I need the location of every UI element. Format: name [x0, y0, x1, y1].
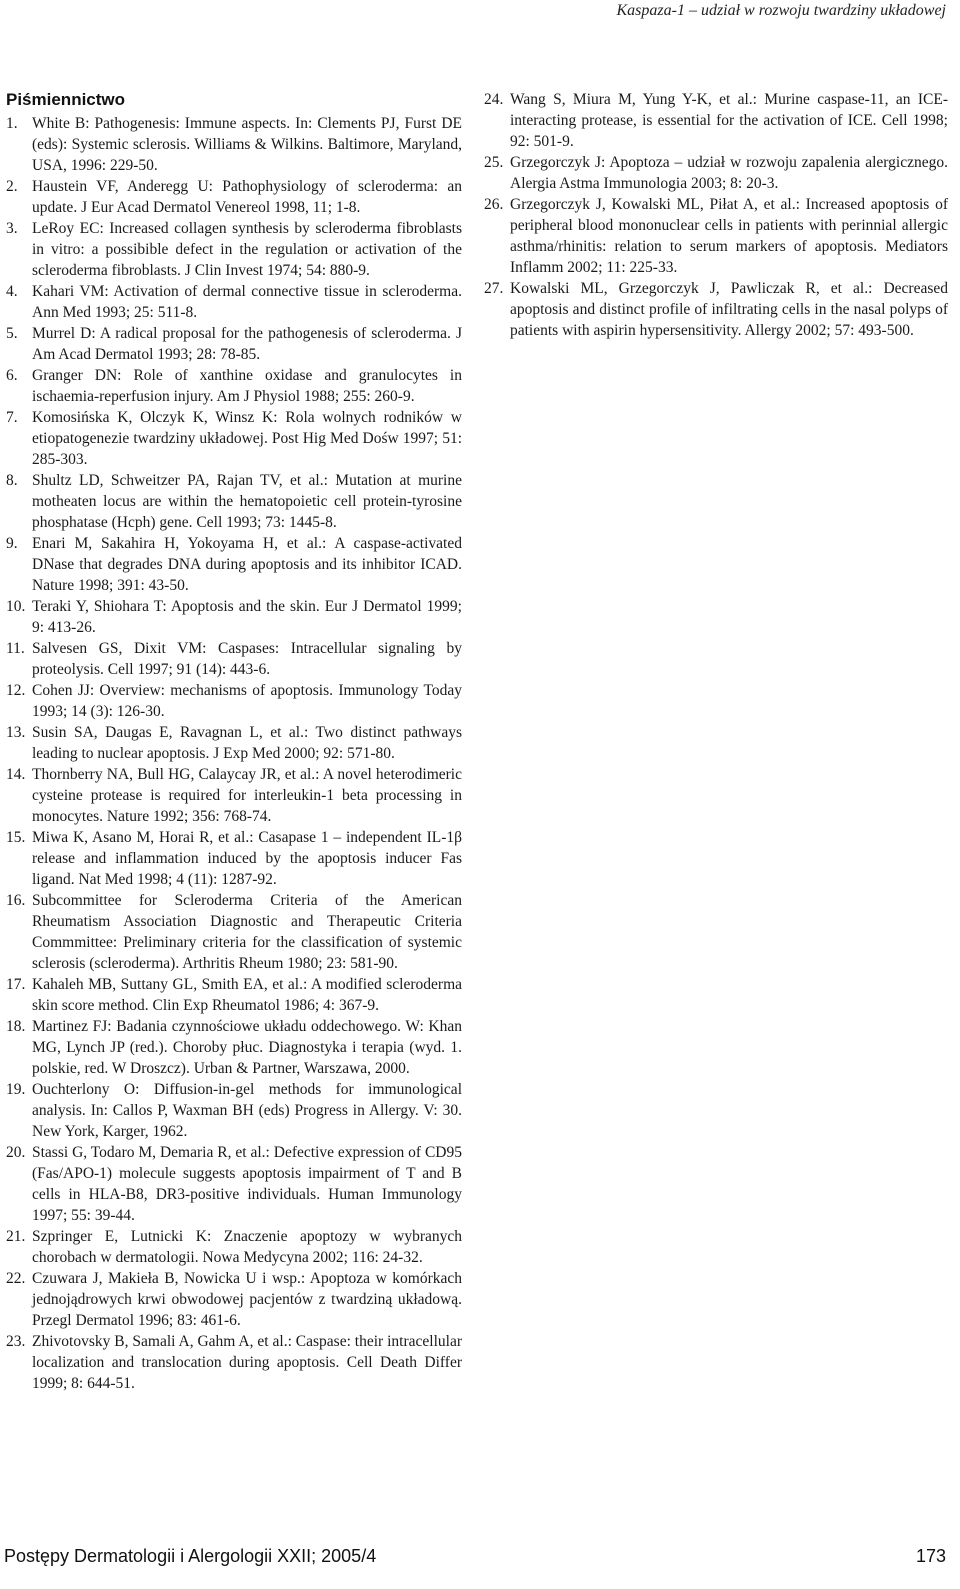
reference-text: Teraki Y, Shiohara T: Apoptosis and the skin. Eur J Dermatol 1999; 9: 413-26. [32, 598, 462, 636]
reference-item [6, 113, 462, 176]
reference-text: Grzegorczyk J, Kowalski ML, Piłat A, et al.: Increased apoptosis of peripheral blood mononuclear cells in patients with perinnial allergic asthma/rhinitis: relation to serum markers of apoptosis. Mediators Inflamm 2002; 11: 225-33. [510, 196, 948, 276]
footer-journal-title: Postępy Dermatologii i Alergologii XXII; 2005/4 [4, 1546, 377, 1566]
reference-text: Thornberry NA, Bull HG, Calaycay JR, et al.: A novel heterodimeric cysteine protease is required for interleukin-1 beta processing in monocytes. Nature 1992; 356: 768-74. [32, 766, 462, 825]
reference-text: Cohen JJ: Overview: mechanisms of apoptosis. Immunology Today 1993; 14 (3): 126-30. [32, 682, 462, 720]
references-column-left [6, 113, 462, 1394]
reference-text: Kowalski ML, Grzegorczyk J, Pawliczak R, et al.: Decreased apoptosis and distinct profile of infiltrating cells in the nasal polyps of patients with aspirin hypersensitivity. Allergy 2002; 57: 493-500. [510, 280, 948, 339]
reference-item [6, 638, 462, 680]
reference-text: Szpringer E, Lutnicki K: Znaczenie apoptozy w wybranych chorobach w dermatologii. Nowa Medycyna 2002; 116: 24-32. [32, 1228, 462, 1266]
reference-text: Komosińska K, Olczyk K, Winsz K: Rola wolnych rodników w etiopatogenezie twardziny układowej. Post Hig Med Dośw 1997; 51: 285-303. [32, 409, 462, 468]
reference-number: 3. [6, 220, 18, 237]
reference-text: Enari M, Sakahira H, Yokoyama H, et al.: A caspase-activated DNase that degrades DNA during apoptosis and its inhibitor ICAD. Nature 1998; 391: 43-50. [32, 535, 462, 594]
reference-number: 13. [6, 724, 26, 741]
reference-item [484, 194, 948, 278]
reference-text: Susin SA, Daugas E, Ravagnan L, et al.: Two distinct pathways leading to nuclear apoptosis. J Exp Med 2000; 92: 571-80. [32, 724, 462, 762]
reference-number: 23. [6, 1333, 26, 1350]
reference-item [6, 281, 462, 323]
reference-number: 6. [6, 367, 18, 384]
reference-number: 18. [6, 1018, 26, 1035]
reference-number: 12. [6, 682, 26, 699]
reference-number: 4. [6, 283, 18, 300]
reference-list-left [6, 113, 462, 1394]
reference-item [6, 176, 462, 218]
reference-number: 21. [6, 1228, 26, 1245]
reference-item [484, 89, 948, 152]
reference-number: 15. [6, 829, 26, 846]
reference-item [6, 533, 462, 596]
reference-text: Grzegorczyk J: Apoptoza – udział w rozwoju zapalenia alergicznego. Alergia Astma Immunologia 2003; 8: 20-3. [510, 154, 948, 192]
reference-text: Murrel D: A radical proposal for the pathogenesis of scleroderma. J Am Acad Dermatol 1993; 28: 78-85. [32, 325, 462, 363]
reference-number: 8. [6, 472, 18, 489]
reference-text: Salvesen GS, Dixit VM: Caspases: Intracellular signaling by proteolysis. Cell 1997; 91 (14): 443-6. [32, 640, 462, 678]
reference-text: Czuwara J, Makieła B, Nowicka U i wsp.: Apoptoza w komórkach jednojądrowych krwi obwodowej pacjentów z twardziną układową. Przegl Dermatol 1996; 83: 461-6. [32, 1270, 462, 1329]
reference-item [6, 218, 462, 281]
reference-number: 14. [6, 766, 26, 783]
reference-number: 5. [6, 325, 18, 342]
reference-item [6, 1268, 462, 1331]
reference-number: 2. [6, 178, 18, 195]
reference-item [6, 764, 462, 827]
reference-text: Shultz LD, Schweitzer PA, Rajan TV, et al.: Mutation at murine motheaten locus are within the hematopoietic cell protein-tyrosine phosphatase (Hcph) gene. Cell 1993; 73: 1445-8. [32, 472, 462, 531]
reference-item [6, 974, 462, 1016]
reference-number: 27. [484, 280, 504, 297]
references-column-right [484, 89, 948, 341]
reference-text: Kahari VM: Activation of dermal connective tissue in scleroderma. Ann Med 1993; 25: 511-8. [32, 283, 462, 321]
reference-list-right [484, 89, 948, 341]
reference-number: 26. [484, 196, 504, 213]
reference-text: Wang S, Miura M, Yung Y-K, et al.: Murine caspase-11, an ICE-interacting protease, is essential for the activation of ICE. Cell 1998; 92: 501-9. [510, 91, 948, 150]
reference-number: 24. [484, 91, 504, 108]
reference-text: LeRoy EC: Increased collagen synthesis by scleroderma fibroblasts in vitro: a possibible defect in the regulation or activation of the scleroderma fibroblasts. J Clin Invest 1974; 54: 880-9. [32, 220, 462, 279]
section-title: Piśmiennictwo [6, 90, 126, 109]
reference-text: Haustein VF, Anderegg U: Pathophysiology of scleroderma: an update. J Eur Acad Dermatol Venereol 1998, 11; 1-8. [32, 178, 462, 216]
reference-number: 19. [6, 1081, 26, 1098]
reference-number: 11. [6, 640, 25, 657]
reference-item [6, 827, 462, 890]
reference-item [6, 890, 462, 974]
reference-number: 17. [6, 976, 26, 993]
running-head: Kaspaza-1 – udział w rozwoju twardziny układowej [616, 2, 946, 19]
reference-number: 16. [6, 892, 26, 909]
reference-text: Miwa K, Asano M, Horai R, et al.: Casapase 1 – independent IL-1β release and inflammation induced by the apoptosis inducer Fas ligand. Nat Med 1998; 4 (11): 1287-92. [32, 829, 462, 888]
reference-text: Zhivotovsky B, Samali A, Gahm A, et al.: Caspase: their intracellular localization and translocation during apoptosis. Cell Death Differ 1999; 8: 644-51. [32, 1333, 462, 1392]
reference-item [484, 152, 948, 194]
reference-item [6, 470, 462, 533]
reference-item [6, 365, 462, 407]
reference-number: 7. [6, 409, 18, 426]
reference-number: 22. [6, 1270, 26, 1287]
reference-item [6, 1331, 462, 1394]
reference-text: Martinez FJ: Badania czynnościowe układu oddechowego. W: Khan MG, Lynch JP (red.). Choroby płuc. Diagnostyka i terapia (wyd. 1. polskie, red. W Droszcz). Urban & Partner, Warszawa, 2000. [32, 1018, 462, 1077]
reference-number: 9. [6, 535, 18, 552]
reference-item [6, 1016, 462, 1079]
reference-text: Ouchterlony O: Diffusion-in-gel methods for immunological analysis. In: Callos P, Waxman BH (eds) Progress in Allergy. V: 30. New York, Karger, 1962. [32, 1081, 462, 1140]
reference-item [6, 596, 462, 638]
reference-text: Subcommittee for Scleroderma Criteria of the American Rheumatism Association Diagnostic and Therapeutic Criteria Commmittee: Preliminary criteria for the classification of systemic sclerosis (scleroderma). Arthritis Rheum 1980; 23: 581-90. [32, 892, 462, 972]
reference-item [6, 323, 462, 365]
reference-item [6, 1226, 462, 1268]
reference-item [484, 278, 948, 341]
reference-text: Stassi G, Todaro M, Demaria R, et al.: Defective expression of CD95 (Fas/APO-1) molecule suggests apoptosis impairment of T and B cells in HLA-B8, DR3-positive individuals. Human Immunology 1997; 55: 39-44. [32, 1144, 462, 1224]
reference-item [6, 1142, 462, 1226]
reference-number: 25. [484, 154, 504, 171]
reference-number: 10. [6, 598, 26, 615]
reference-item [6, 1079, 462, 1142]
reference-text: Granger DN: Role of xanthine oxidase and granulocytes in ischaemia-reperfusion injury. Am J Physiol 1988; 255: 260-9. [32, 367, 462, 405]
reference-text: White B: Pathogenesis: Immune aspects. In: Clements PJ, Furst DE (eds): Systemic sclerosis. Williams & Wilkins. Baltimore, Maryland, USA, 1996: 229-50. [32, 115, 462, 174]
page-number: 173 [915, 1546, 946, 1566]
reference-text: Kahaleh MB, Suttany GL, Smith EA, et al.: A modified scleroderma skin score method. Clin Exp Rheumatol 1986; 4: 367-9. [32, 976, 462, 1014]
reference-item [6, 680, 462, 722]
reference-number: 20. [6, 1144, 26, 1161]
reference-item [6, 722, 462, 764]
reference-item [6, 407, 462, 470]
reference-number: 1. [6, 115, 18, 132]
